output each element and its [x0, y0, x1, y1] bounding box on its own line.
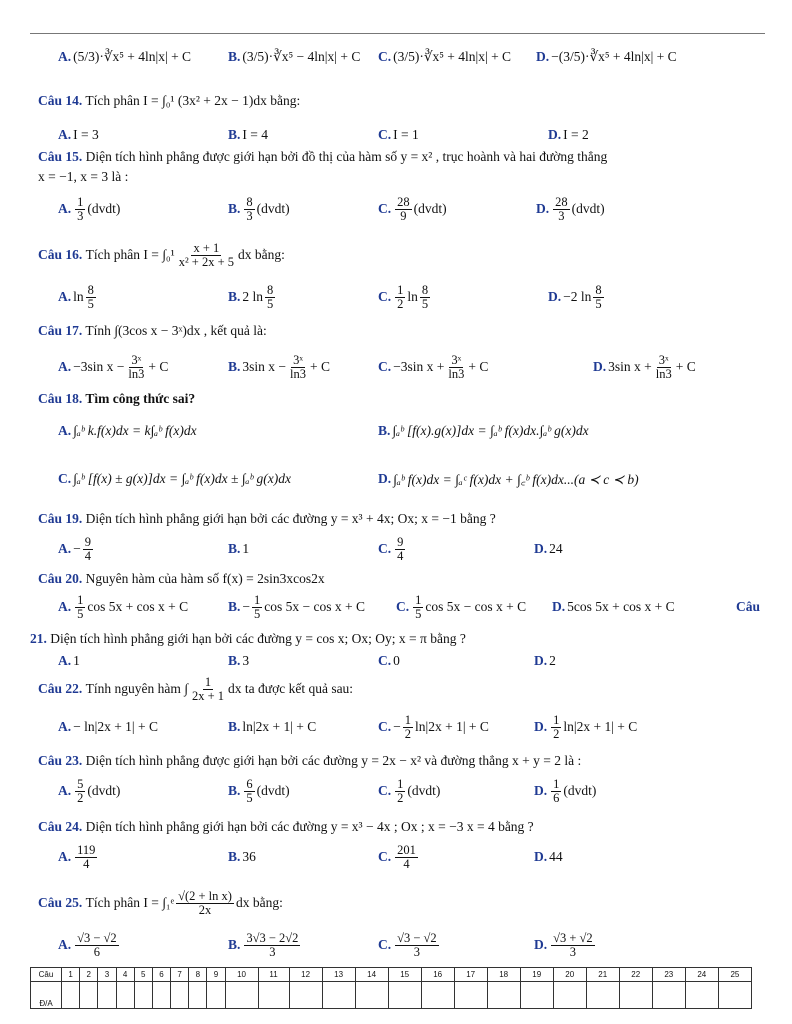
answer-cell[interactable] — [62, 982, 80, 1009]
q15-option-b: B. $\frac{8}{3}$ (dvdt) — [228, 194, 290, 223]
q17-option-a: A. −3sin x − $\frac{\text{3ˣ}}{\ln 3}$ + C — [58, 352, 169, 381]
answer-col-number: 9 — [207, 968, 225, 982]
q20-stem: Câu 20. Nguyên hàm của hàm số f(x) = 2sin3xcos2x — [38, 571, 325, 586]
q23-option-b: B. $\frac{6}{5}$ (dvdt) — [228, 776, 290, 805]
q24-option-a: A. $\frac{119}{4}$ — [58, 842, 96, 871]
answer-cell[interactable] — [98, 982, 116, 1009]
q18-options-row1 — [58, 414, 758, 448]
answer-table-answer-row — [31, 982, 752, 1009]
q20-option-d: D. 5cos 5x + cos x + C — [552, 599, 675, 614]
answer-cell[interactable] — [388, 982, 421, 1009]
q14-option-c: C. I = 1 — [378, 127, 419, 142]
answer-cell[interactable] — [80, 982, 98, 1009]
q14-stem: Câu 14. Tích phân I = ∫₀¹ (3x² + 2x − 1)dx bằng: — [38, 93, 301, 108]
answer-col-number: 24 — [685, 968, 718, 982]
q24-option-d: D. 44 — [534, 849, 563, 864]
answer-col-number: 16 — [421, 968, 454, 982]
q22-stem: Câu 22. Tính nguyên hàm ∫ $\frac{1}{2x + 1}$ dx ta được kết quả sau: — [38, 674, 354, 703]
q24-option-b: B. 36 — [228, 849, 256, 864]
answer-cell[interactable] — [454, 982, 487, 1009]
answer-cell[interactable] — [355, 982, 388, 1009]
q19-option-b: B. 1 — [228, 541, 250, 556]
q15-options — [58, 192, 758, 226]
answer-col-number: 25 — [718, 968, 751, 982]
answer-cell[interactable] — [520, 982, 553, 1009]
q13-options — [58, 40, 758, 74]
q15-option-c: C. $\frac{28}{9}$ (dvdt) — [378, 194, 447, 223]
answer-col-number: 4 — [116, 968, 134, 982]
answer-cell[interactable] — [586, 982, 619, 1009]
answer-col-number: 2 — [80, 968, 98, 982]
answer-cell[interactable] — [685, 982, 718, 1009]
q21-option-d: D. 2 — [534, 653, 556, 668]
answer-col-number: 11 — [258, 968, 289, 982]
q14-option-b: B. I = 4 — [228, 127, 268, 142]
q23-option-d: D. $\frac{1}{6}$ (dvdt) — [534, 776, 597, 805]
answer-col-number: 8 — [189, 968, 207, 982]
answer-cell[interactable] — [553, 982, 586, 1009]
q17-stem: Câu 17. Tính ∫(3cos x − 3ˣ)dx , kết quả là: — [38, 323, 267, 338]
top-divider — [30, 33, 765, 34]
q25-option-b: B. $\frac{3√3 - 2√2}{3}$ — [228, 930, 299, 959]
answer-cell[interactable] — [189, 982, 207, 1009]
q16-option-d: D. −2 ln $\frac{8}{5}$ — [548, 282, 602, 311]
answer-col-number: 21 — [586, 968, 619, 982]
q19-option-d: D. 24 — [534, 541, 563, 556]
q16-option-b: B. 2 ln $\frac{8}{5}$ — [228, 282, 274, 311]
answer-cell[interactable] — [652, 982, 685, 1009]
answer-cell[interactable] — [718, 982, 751, 1009]
q16-stem: Câu 16. Tích phân I = ∫₀¹ $\frac{x + 1}{\text{x² + 2x + 5}}$ dx bằng: — [38, 240, 285, 269]
q15-stem: Câu 15. Diện tích hình phẳng được giới hạn bởi đồ thị của hàm số y = x² , trục hoành và hai đường thẳng — [38, 149, 608, 164]
q16-option-c: C. $\frac{1}{2}$ ln $\frac{8}{5}$ — [378, 282, 429, 311]
q19-stem: Câu 19. Diện tích hình phẳng giới hạn bởi các đường y = x³ + 4x; Ox; x = −1 bằng ? — [38, 511, 496, 526]
q17-option-d: D. 3sin x + $\frac{\text{3ˣ}}{\ln 3}$ + C — [593, 352, 696, 381]
q13-option-c: C. (3/5)·∛x⁵ + 4ln|x| + C — [378, 49, 512, 64]
q18-option-b: B. ∫ₐᵇ [f(x).g(x)]dx = ∫ₐᵇ f(x)dx.∫ₐᵇ g(x)dx — [378, 423, 589, 438]
q13-option-b: B. (3/5)·∛x⁵ − 4ln|x| + C — [228, 49, 361, 64]
answer-col-number: 17 — [454, 968, 487, 982]
q18-option-d: D. ∫ₐᵇ f(x)dx = ∫ₐᶜ f(x)dx + ∫꜀ᵇ f(x)dx...(a ≺ c ≺ b) — [378, 471, 639, 487]
q14-option-a: A. I = 3 — [58, 127, 99, 142]
q16-options — [58, 280, 758, 314]
answer-table — [30, 967, 752, 1009]
answer-cell[interactable] — [171, 982, 189, 1009]
answer-col-number: 22 — [619, 968, 652, 982]
answer-col-number: 3 — [98, 968, 116, 982]
q14-options — [58, 118, 758, 152]
answer-table-row-label: Đ/A — [31, 982, 62, 1009]
q25-stem: Câu 25. Tích phân I = ∫₁ᵉ $\frac{\text{√(2 + ln x)}}{2x}$ dx bằng: — [38, 888, 283, 917]
q16-option-a: A. ln $\frac{8}{5}$ — [58, 282, 94, 311]
answer-col-number: 13 — [322, 968, 355, 982]
answer-col-number: 1 — [62, 968, 80, 982]
q23-options — [58, 774, 758, 808]
answer-col-number: 14 — [355, 968, 388, 982]
q25-option-a: A. $\frac{√3 - √2}{6}$ — [58, 930, 117, 959]
answer-table-row-label: Câu — [31, 968, 62, 982]
answer-col-number: 10 — [225, 968, 258, 982]
answer-col-number: 20 — [553, 968, 586, 982]
q20-options — [58, 590, 758, 624]
q20-option-a: A. $\frac{1}{5}$ cos 5x + cos x + C — [58, 592, 189, 621]
q21-option-a: A. 1 — [58, 653, 80, 668]
q25-options — [58, 928, 758, 962]
q17-option-c: C. −3sin x + $\frac{\text{3ˣ}}{\ln 3}$ + C — [378, 352, 489, 381]
q22-option-b: B. ln|2x + 1| + C — [228, 719, 317, 734]
answer-col-number: 7 — [171, 968, 189, 982]
answer-cell[interactable] — [619, 982, 652, 1009]
q21-label-start: Câu — [735, 599, 760, 614]
answer-col-number: 23 — [652, 968, 685, 982]
q18-options-row2 — [58, 462, 758, 496]
answer-cell[interactable] — [289, 982, 322, 1009]
answer-cell[interactable] — [225, 982, 258, 1009]
answer-col-number: 12 — [289, 968, 322, 982]
q17-option-b: B. 3sin x − $\frac{\text{3ˣ}}{\ln 3}$ + C — [228, 352, 330, 381]
answer-col-number: 6 — [152, 968, 170, 982]
q24-option-c: C. $\frac{201}{4}$ — [378, 842, 416, 871]
q21-option-b: B. 3 — [228, 653, 250, 668]
q14-option-d: D. I = 2 — [548, 127, 589, 142]
q18-option-c: C. ∫ₐᵇ [f(x) ± g(x)]dx = ∫ₐᵇ f(x)dx ± ∫ₐᵇ g(x)dx — [58, 471, 291, 486]
q22-option-c: C. − $\frac{1}{2}$ ln|2x + 1| + C — [378, 712, 489, 741]
q17-options — [58, 350, 758, 384]
q15-option-d: D. $\frac{28}{3}$ (dvdt) — [536, 194, 605, 223]
answer-cell[interactable] — [134, 982, 152, 1009]
q19-option-c: C. $\frac{9}{4}$ — [378, 534, 404, 563]
q20-option-c: C. $\frac{1}{5}$ cos 5x − cos x + C — [396, 592, 527, 621]
q19-options — [58, 532, 758, 566]
answer-cell[interactable] — [116, 982, 134, 1009]
q19-option-a: A. − $\frac{9}{4}$ — [58, 534, 91, 563]
q18-option-a: A. ∫ₐᵇ k.f(x)dx = k∫ₐᵇ f(x)dx — [58, 423, 197, 438]
answer-col-number: 18 — [487, 968, 520, 982]
q24-stem: Câu 24. Diện tích hình phẳng giới hạn bởi các đường y = x³ − 4x ; Ox ; x = −3 x = 4 bằng ? — [38, 819, 534, 834]
answer-col-number: 15 — [388, 968, 421, 982]
answer-table-header-row — [31, 968, 752, 982]
q15-stem-line2: x = −1, x = 3 là : — [38, 169, 129, 184]
q23-stem: Câu 23. Diện tích hình phẳng được giới hạn bởi các đường y = 2x − x² và đường thẳng x + y = 2 là : — [38, 753, 582, 768]
q22-option-a: A. − ln|2x + 1| + C — [58, 719, 159, 734]
answer-cell[interactable] — [421, 982, 454, 1009]
q18-stem: Câu 18. Tìm công thức sai? — [38, 391, 196, 406]
q21-option-c: C. 0 — [378, 653, 400, 668]
answer-cell[interactable] — [322, 982, 355, 1009]
answer-col-number: 5 — [134, 968, 152, 982]
q22-options — [58, 710, 758, 744]
q21-stem: 21. Diện tích hình phẳng giới hạn bởi các đường y = cos x; Ox; Oy; x = π bằng ? — [30, 631, 466, 646]
q25-option-c: C. $\frac{√3 - √2}{3}$ — [378, 930, 437, 959]
q20-option-b: B. − $\frac{1}{5}$ cos 5x − cos x + C — [228, 592, 365, 621]
answer-cell[interactable] — [152, 982, 170, 1009]
q24-options — [58, 840, 758, 874]
q22-option-d: D. $\frac{1}{2}$ ln|2x + 1| + C — [534, 712, 638, 741]
q25-option-d: D. $\frac{√3 + √2}{3}$ — [534, 930, 593, 959]
q23-option-c: C. $\frac{1}{2}$ (dvdt) — [378, 776, 441, 805]
answer-cell[interactable] — [207, 982, 225, 1009]
q13-option-a: A. (5/3)·∛x⁵ + 4ln|x| + C — [58, 49, 192, 64]
q23-option-a: A. $\frac{5}{2}$ (dvdt) — [58, 776, 121, 805]
answer-cell[interactable] — [487, 982, 520, 1009]
q13-option-d: D. −(3/5)·∛x⁵ + 4ln|x| + C — [536, 49, 677, 64]
q15-option-a: A. $\frac{1}{3}$ (dvdt) — [58, 194, 121, 223]
answer-cell[interactable] — [258, 982, 289, 1009]
answer-col-number: 19 — [520, 968, 553, 982]
